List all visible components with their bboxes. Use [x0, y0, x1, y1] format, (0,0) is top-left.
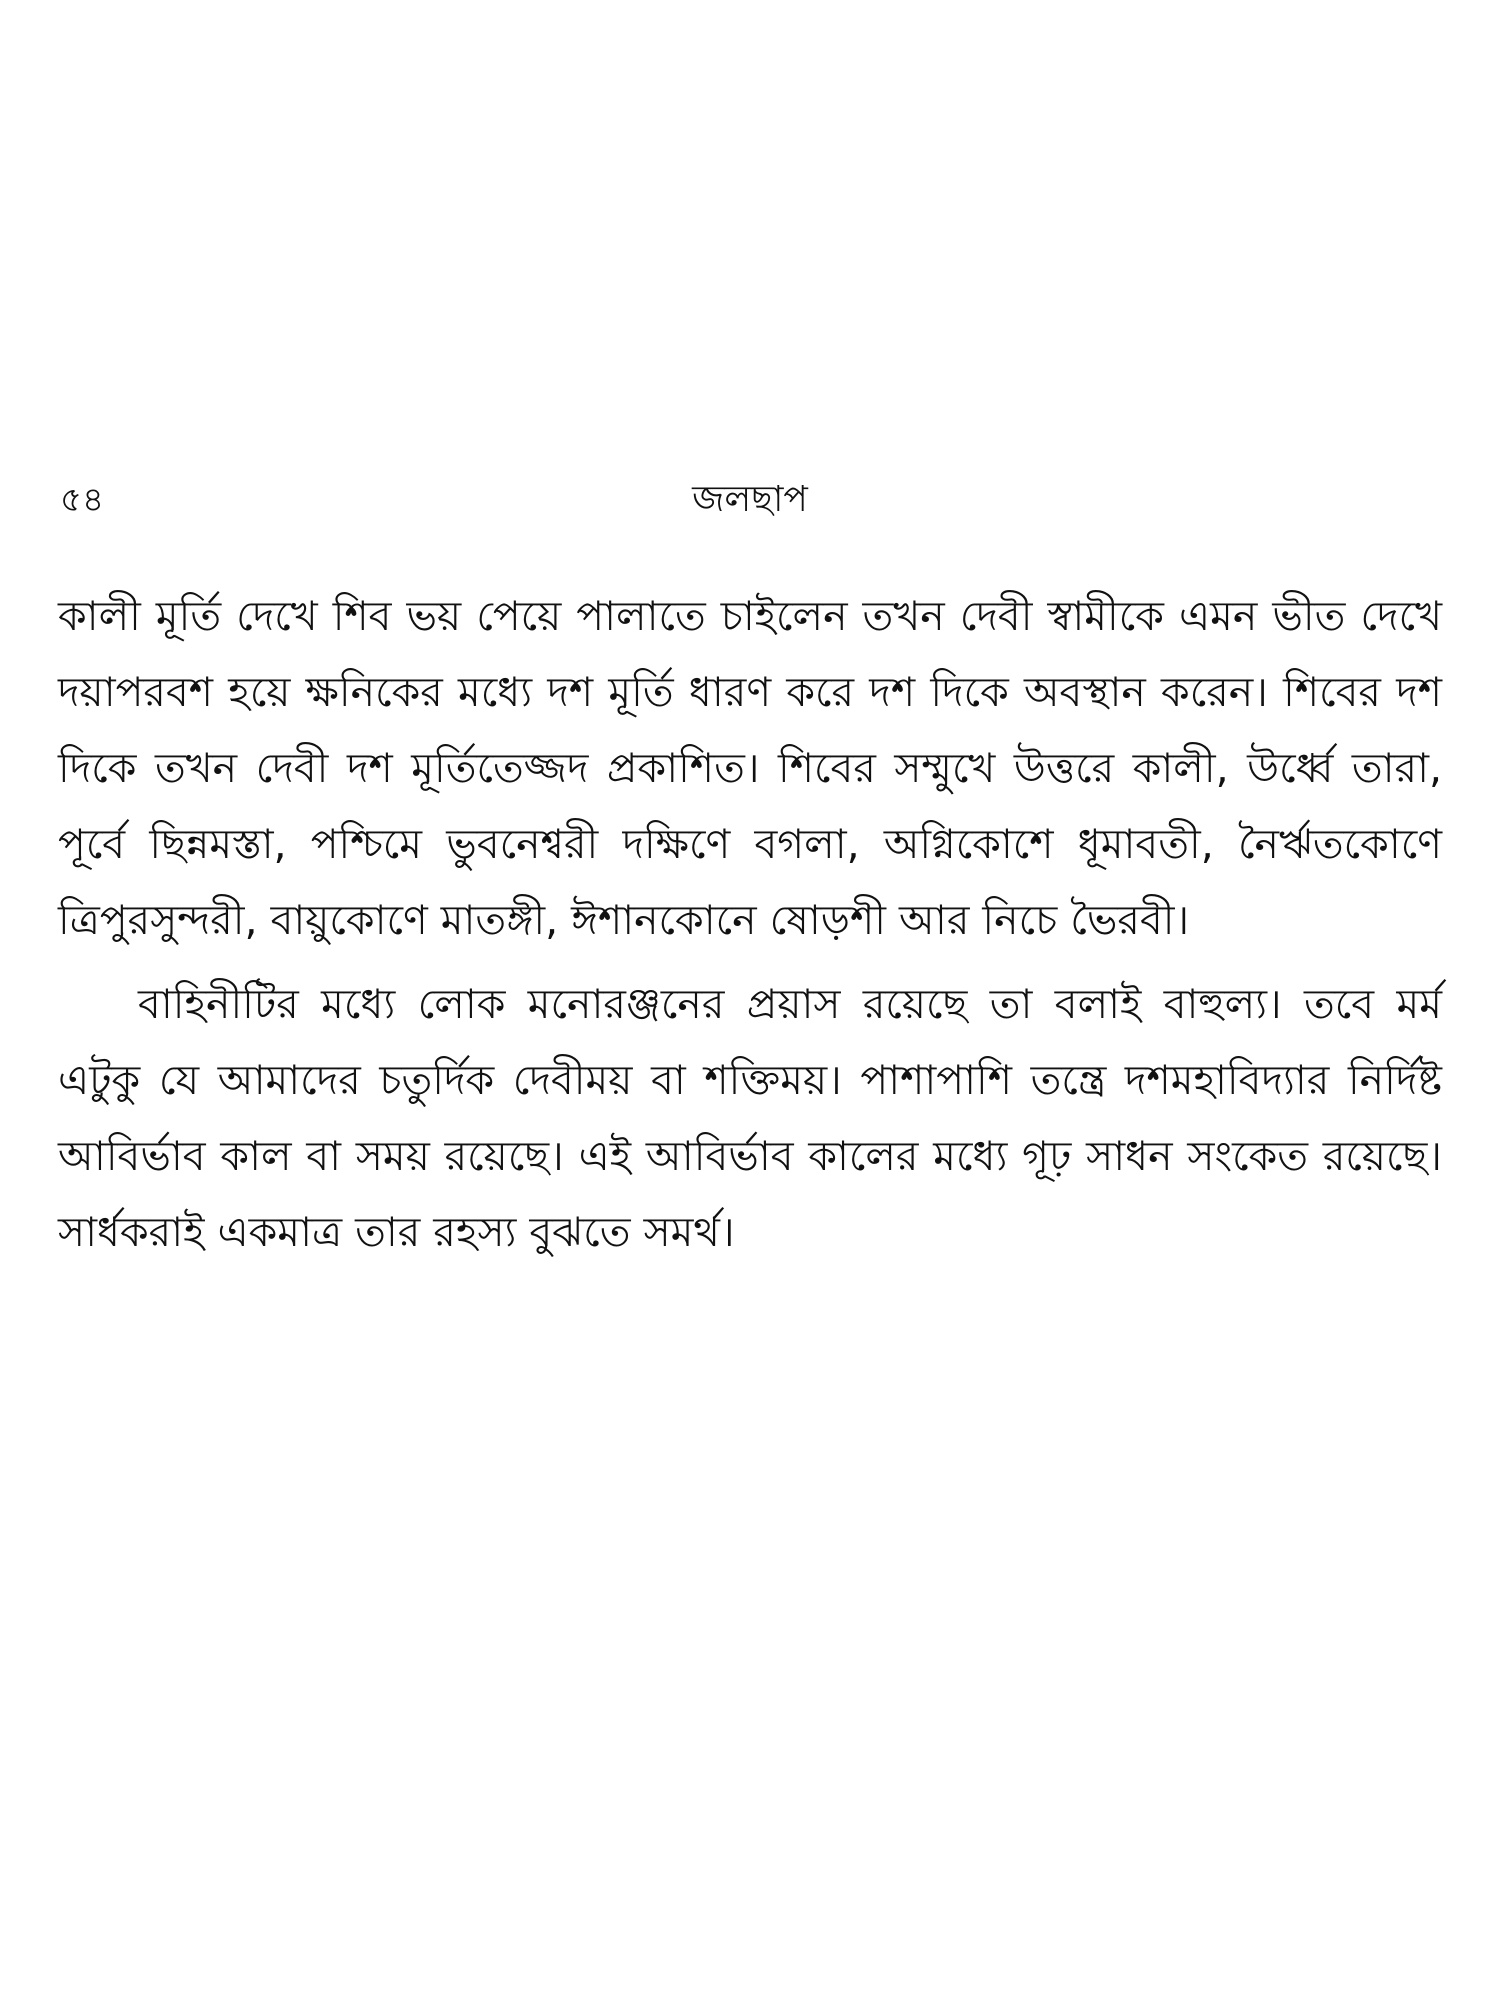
body-text [58, 578, 1442, 1270]
paragraph-1: কালী মূর্তি দেখে শিব ভয় পেয়ে পালাতে চাইলেন তখন দেবী স্বামীকে এমন ভীত দেখে দয়াপরবশ হয়ে ক্ষনিকের মধ্যে দশ মূর্তি ধারণ করে দশ দিকে অবস্থান করেন। শিবের দশ দিকে তখন দেবী দশ মূর্তিতেজ্জদ প্রকাশিত। শিবের সম্মুখে উত্তরে কালী, উর্ধ্বে তারা, পূর্বে ছিন্নমস্তা, পশ্চিমে ভুবনেশ্বরী দক্ষিণে বগলা, অগ্নিকোশে ধূমাবতী, নৈর্ঋতকোণে ত্রিপুরসুন্দরী, বায়ুকোণে মাতঙ্গী, ঈশানকোনে ষোড়শী আর নিচে ভৈরবী। [58, 592, 1442, 944]
page-number: ৫৪ [60, 480, 105, 520]
paragraph-2: বাহিনীটির মধ্যে লোক মনোরঞ্জনের প্রয়াস রয়েছে তা বলাই বাহুল্য। তবে মর্ম এটুকু যে আমাদের চতুর্দিক দেবীময় বা শক্তিময়। পাশাপাশি তন্ত্রে দশমহাবিদ্যার নির্দিষ্ট আবির্ভাব কাল বা সময় রয়েছে। এই আবির্ভাব কালের মধ্যে গূঢ় সাধন সংকেত রয়েছে। সার্ধকরাই একমাত্র তার রহস্য বুঝতে সমর্থ। [58, 980, 1442, 1256]
running-header [60, 470, 1440, 530]
running-title: জলছাপ [692, 479, 808, 520]
